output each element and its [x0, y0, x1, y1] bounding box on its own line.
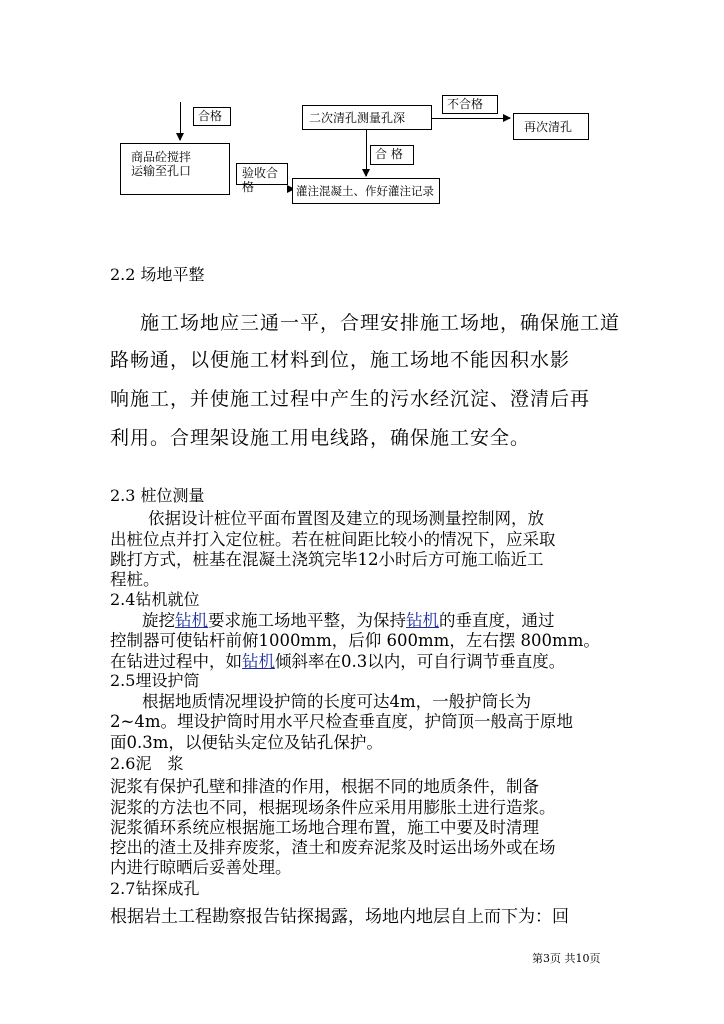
section-2-2-line-4: 利用。合理架设施工用电线路，确保施工安全。 [110, 427, 531, 449]
section-2-5-line-3: 面0.3m，以便钻头定位及钻孔保护。 [110, 733, 383, 752]
flow-box-pass-1: 合格 [193, 107, 231, 126]
arrow-right-fail [432, 118, 510, 119]
flow-box-second-cleaning: 二次清孔测量孔深 [302, 105, 432, 130]
section-2-4-line-1-c: 的垂直度，通过 [439, 611, 555, 630]
section-2-3-line-3: 跳打方式，桩基在混凝土浇筑完毕12小时后方可施工临近工 [110, 550, 544, 569]
section-2-4-line-1-a: 旋挖 [142, 611, 175, 630]
arrow-down-1 [180, 102, 181, 140]
section-2-6-line-4: 挖出的渣土及排弃废浆，渣土和废弃泥浆及时运出场外或在场 [110, 838, 556, 857]
section-2-5-heading: 2.5埋设护筒 [110, 671, 200, 690]
section-2-3-heading: 2.3 桩位测量 [110, 486, 205, 505]
section-2-7-line-1: 根据岩土工程勘察报告钻探揭露，场地内地层自上而下为：回 [110, 907, 569, 927]
concrete-transport-line2: 运输至孔口 [131, 164, 192, 178]
flow-box-pass-2: 合 格 [370, 145, 414, 165]
section-2-6-heading: 2.6泥 浆 [110, 754, 184, 773]
section-2-2-line-2: 路畅通，以便施工材料到位，施工场地不能因积水影 [110, 349, 571, 371]
section-2-5-line-1: 根据地质情况埋设护筒的长度可达4m，一般护筒长为 [142, 692, 532, 711]
drill-rig-link-1[interactable]: 钻机 [175, 611, 208, 630]
section-2-6-line-1: 泥浆有保护孔壁和排渣的作用，根据不同的地质条件，制备 [110, 777, 539, 796]
flow-box-concrete-transport [120, 143, 230, 195]
flow-box-acceptance: 验收合格 [236, 163, 288, 185]
flow-box-pour-concrete: 灌注混凝土、作好灌注记录 [292, 178, 440, 204]
concrete-transport-line1: 商品砼搅拌 [131, 150, 192, 164]
flow-box-fail: 不合格 [442, 95, 498, 114]
section-2-6-line-3: 泥浆循环系统应根据施工场地合理布置，施工中要及时清理 [110, 818, 539, 837]
page-footer: 第3页 共10页 [532, 952, 601, 965]
flow-box-reclean: 再次清孔 [513, 113, 589, 140]
drill-rig-link-3[interactable]: 钻机 [242, 652, 275, 671]
drill-rig-link-2[interactable]: 钻机 [406, 611, 439, 630]
arrow-down-2 [366, 130, 367, 176]
section-2-2-heading: 2.2 场地平整 [110, 265, 205, 284]
section-2-7-heading: 2.7钻探成孔 [110, 879, 200, 898]
section-2-2-line-1: 施工场地应三通一平，合理安排施工场地，确保施工道 [140, 312, 621, 334]
section-2-3-line-1: 依据设计桩位平面布置图及建立的现场测量控制网，放 [148, 509, 544, 528]
section-2-2-line-3: 响施工，并使施工过程中产生的污水经沉淀、澄清后再 [110, 388, 591, 410]
section-2-3-line-2: 出桩位点并打入定位桩。若在桩间距比较小的情况下，应采取 [110, 530, 556, 549]
section-2-4-heading: 2.4钻机就位 [110, 590, 200, 609]
section-2-6-line-2: 泥浆的方法也不同，根据现场条件应采用用膨胀土进行造浆。 [110, 798, 556, 817]
section-2-3-line-4: 程桩。 [110, 570, 160, 589]
section-2-6-line-5: 内进行晾晒后妥善处理。 [110, 858, 292, 877]
section-2-4-line-3-b: 倾斜率在0.3以内，可自行调节垂直度。 [275, 652, 566, 671]
section-2-4-line-2: 控制器可使钻杆前俯1000mm，后仰 600mm，左右摆 800mm。 [110, 631, 600, 650]
section-2-4-line-1-b: 要求施工场地平整，为保持 [208, 611, 406, 630]
section-2-4-line-3-a: 在钻进过程中，如 [110, 652, 242, 671]
section-2-5-line-2: 2~4m。埋设护筒时用水平尺检查垂直度，护筒顶一般高于原地 [110, 712, 573, 731]
